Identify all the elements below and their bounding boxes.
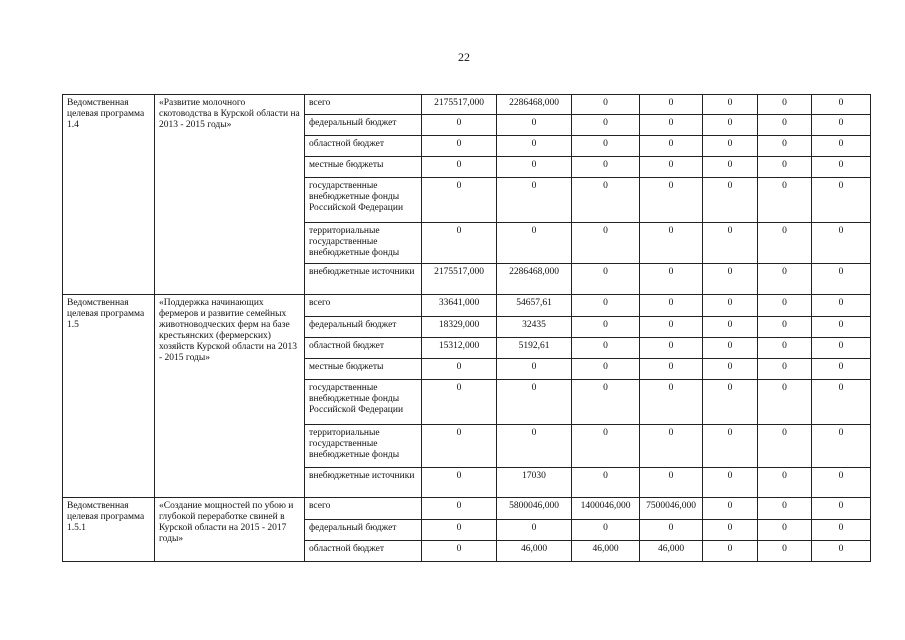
amount-cell: 0 bbox=[640, 264, 703, 295]
amount-cell: 0 bbox=[812, 317, 871, 338]
funding-source-cell: всего bbox=[305, 295, 422, 317]
amount-cell: 0 bbox=[640, 178, 703, 223]
amount-cell: 2286468,000 bbox=[497, 264, 572, 295]
program-title-cell: «Поддержка начинающих фермеров и развитие семейных животноводческих ферм на базе крестьянских (фермерских) хозяйств Курской области на 2013 - 2015 годы» bbox=[155, 295, 305, 498]
amount-cell: 0 bbox=[703, 520, 758, 541]
amount-cell: 46,000 bbox=[497, 541, 572, 562]
amount-cell: 0 bbox=[812, 264, 871, 295]
table-row bbox=[63, 295, 871, 317]
amount-cell: 33641,000 bbox=[422, 295, 497, 317]
amount-cell: 0 bbox=[572, 425, 640, 468]
funding-source-cell: всего bbox=[305, 95, 422, 115]
amount-cell: 0 bbox=[812, 468, 871, 498]
amount-cell: 0 bbox=[572, 338, 640, 359]
amount-cell: 0 bbox=[758, 541, 812, 562]
amount-cell: 0 bbox=[572, 136, 640, 157]
amount-cell: 0 bbox=[640, 468, 703, 498]
amount-cell: 32435 bbox=[497, 317, 572, 338]
amount-cell: 0 bbox=[758, 295, 812, 317]
amount-cell: 0 bbox=[497, 157, 572, 178]
table-row bbox=[63, 95, 871, 115]
amount-cell: 0 bbox=[703, 115, 758, 136]
amount-cell: 0 bbox=[703, 223, 758, 264]
amount-cell: 0 bbox=[572, 157, 640, 178]
amount-cell: 0 bbox=[812, 178, 871, 223]
amount-cell: 0 bbox=[758, 317, 812, 338]
amount-cell: 0 bbox=[572, 317, 640, 338]
program-title-cell: «Развитие молочного скотоводства в Курской области на 2013 - 2015 годы» bbox=[155, 95, 305, 295]
amount-cell: 0 bbox=[640, 338, 703, 359]
amount-cell: 54657,61 bbox=[497, 295, 572, 317]
amount-cell: 0 bbox=[640, 157, 703, 178]
amount-cell: 0 bbox=[703, 95, 758, 115]
amount-cell: 0 bbox=[812, 359, 871, 380]
amount-cell: 0 bbox=[703, 498, 758, 520]
amount-cell: 0 bbox=[422, 136, 497, 157]
amount-cell: 2175517,000 bbox=[422, 264, 497, 295]
amount-cell: 17030 bbox=[497, 468, 572, 498]
amount-cell: 0 bbox=[812, 380, 871, 425]
funding-source-cell: внебюджетные источники bbox=[305, 468, 422, 498]
amount-cell: 0 bbox=[497, 223, 572, 264]
amount-cell: 0 bbox=[422, 157, 497, 178]
amount-cell: 0 bbox=[497, 380, 572, 425]
funding-source-cell: федеральный бюджет bbox=[305, 520, 422, 541]
amount-cell: 0 bbox=[422, 425, 497, 468]
funding-source-cell: всего bbox=[305, 498, 422, 520]
amount-cell: 2286468,000 bbox=[497, 95, 572, 115]
amount-cell: 0 bbox=[703, 136, 758, 157]
amount-cell: 0 bbox=[758, 359, 812, 380]
amount-cell: 0 bbox=[703, 425, 758, 468]
funding-source-cell: областной бюджет bbox=[305, 136, 422, 157]
amount-cell: 0 bbox=[812, 425, 871, 468]
amount-cell: 46,000 bbox=[572, 541, 640, 562]
amount-cell: 0 bbox=[422, 498, 497, 520]
amount-cell: 0 bbox=[572, 178, 640, 223]
amount-cell: 0 bbox=[422, 223, 497, 264]
amount-cell: 0 bbox=[703, 157, 758, 178]
amount-cell: 0 bbox=[758, 95, 812, 115]
funding-source-cell: государственные внебюджетные фонды Российской Федерации bbox=[305, 380, 422, 425]
amount-cell: 0 bbox=[572, 223, 640, 264]
table-row bbox=[63, 498, 871, 520]
amount-cell: 0 bbox=[572, 520, 640, 541]
amount-cell: 0 bbox=[422, 359, 497, 380]
amount-cell: 0 bbox=[812, 115, 871, 136]
amount-cell: 0 bbox=[758, 520, 812, 541]
amount-cell: 0 bbox=[572, 380, 640, 425]
amount-cell: 0 bbox=[703, 541, 758, 562]
amount-cell: 0 bbox=[422, 541, 497, 562]
amount-cell: 0 bbox=[640, 115, 703, 136]
amount-cell: 0 bbox=[572, 115, 640, 136]
amount-cell: 0 bbox=[812, 95, 871, 115]
funding-source-cell: областной бюджет bbox=[305, 541, 422, 562]
amount-cell: 0 bbox=[640, 520, 703, 541]
funding-source-cell: областной бюджет bbox=[305, 338, 422, 359]
amount-cell: 0 bbox=[812, 295, 871, 317]
amount-cell: 0 bbox=[758, 468, 812, 498]
amount-cell: 0 bbox=[703, 317, 758, 338]
amount-cell: 0 bbox=[572, 95, 640, 115]
amount-cell: 0 bbox=[497, 178, 572, 223]
amount-cell: 0 bbox=[703, 264, 758, 295]
amount-cell: 0 bbox=[640, 223, 703, 264]
amount-cell: 46,000 bbox=[640, 541, 703, 562]
amount-cell: 0 bbox=[703, 338, 758, 359]
amount-cell: 0 bbox=[640, 317, 703, 338]
amount-cell: 5800046,000 bbox=[497, 498, 572, 520]
amount-cell: 0 bbox=[422, 520, 497, 541]
funding-source-cell: территориальные государственные внебюджетные фонды bbox=[305, 425, 422, 468]
amount-cell: 0 bbox=[422, 115, 497, 136]
budget-table bbox=[62, 94, 871, 562]
program-title-cell: «Создание мощностей по убою и глубокой переработке свиней в Курской области на 2015 - 2017 годы» bbox=[155, 498, 305, 562]
amount-cell: 0 bbox=[640, 425, 703, 468]
amount-cell: 0 bbox=[703, 178, 758, 223]
amount-cell: 0 bbox=[812, 498, 871, 520]
amount-cell: 0 bbox=[640, 295, 703, 317]
funding-source-cell: территориальные государственные внебюджетные фонды bbox=[305, 223, 422, 264]
amount-cell: 0 bbox=[640, 359, 703, 380]
amount-cell: 0 bbox=[758, 223, 812, 264]
amount-cell: 0 bbox=[422, 380, 497, 425]
amount-cell: 0 bbox=[812, 338, 871, 359]
funding-source-cell: внебюджетные источники bbox=[305, 264, 422, 295]
amount-cell: 0 bbox=[812, 223, 871, 264]
amount-cell: 0 bbox=[497, 359, 572, 380]
amount-cell: 0 bbox=[497, 136, 572, 157]
amount-cell: 5192,61 bbox=[497, 338, 572, 359]
amount-cell: 0 bbox=[812, 541, 871, 562]
amount-cell: 0 bbox=[422, 468, 497, 498]
amount-cell: 0 bbox=[703, 295, 758, 317]
amount-cell: 0 bbox=[758, 264, 812, 295]
amount-cell: 0 bbox=[703, 380, 758, 425]
amount-cell: 15312,000 bbox=[422, 338, 497, 359]
amount-cell: 0 bbox=[758, 115, 812, 136]
funding-source-cell: федеральный бюджет bbox=[305, 317, 422, 338]
program-name-cell: Ведомственная целевая программа 1.4 bbox=[63, 95, 155, 295]
amount-cell: 1400046,000 bbox=[572, 498, 640, 520]
amount-cell: 18329,000 bbox=[422, 317, 497, 338]
amount-cell: 0 bbox=[812, 136, 871, 157]
amount-cell: 0 bbox=[758, 425, 812, 468]
amount-cell: 7500046,000 bbox=[640, 498, 703, 520]
amount-cell: 0 bbox=[812, 157, 871, 178]
amount-cell: 0 bbox=[758, 338, 812, 359]
program-name-cell: Ведомственная целевая программа 1.5.1 bbox=[63, 498, 155, 562]
amount-cell: 0 bbox=[572, 295, 640, 317]
amount-cell: 0 bbox=[640, 136, 703, 157]
amount-cell: 0 bbox=[497, 520, 572, 541]
amount-cell: 0 bbox=[758, 136, 812, 157]
amount-cell: 0 bbox=[572, 468, 640, 498]
amount-cell: 0 bbox=[758, 498, 812, 520]
amount-cell: 0 bbox=[572, 264, 640, 295]
page-number: 22 bbox=[458, 50, 470, 64]
amount-cell: 0 bbox=[422, 178, 497, 223]
funding-source-cell: федеральный бюджет bbox=[305, 115, 422, 136]
amount-cell: 0 bbox=[640, 95, 703, 115]
amount-cell: 0 bbox=[497, 425, 572, 468]
amount-cell: 2175517,000 bbox=[422, 95, 497, 115]
amount-cell: 0 bbox=[758, 157, 812, 178]
funding-source-cell: местные бюджеты bbox=[305, 359, 422, 380]
amount-cell: 0 bbox=[497, 115, 572, 136]
amount-cell: 0 bbox=[703, 359, 758, 380]
funding-source-cell: местные бюджеты bbox=[305, 157, 422, 178]
program-name-cell: Ведомственная целевая программа 1.5 bbox=[63, 295, 155, 498]
amount-cell: 0 bbox=[758, 178, 812, 223]
amount-cell: 0 bbox=[812, 520, 871, 541]
amount-cell: 0 bbox=[703, 468, 758, 498]
funding-source-cell: государственные внебюджетные фонды Российской Федерации bbox=[305, 178, 422, 223]
amount-cell: 0 bbox=[758, 380, 812, 425]
amount-cell: 0 bbox=[640, 380, 703, 425]
amount-cell: 0 bbox=[572, 359, 640, 380]
